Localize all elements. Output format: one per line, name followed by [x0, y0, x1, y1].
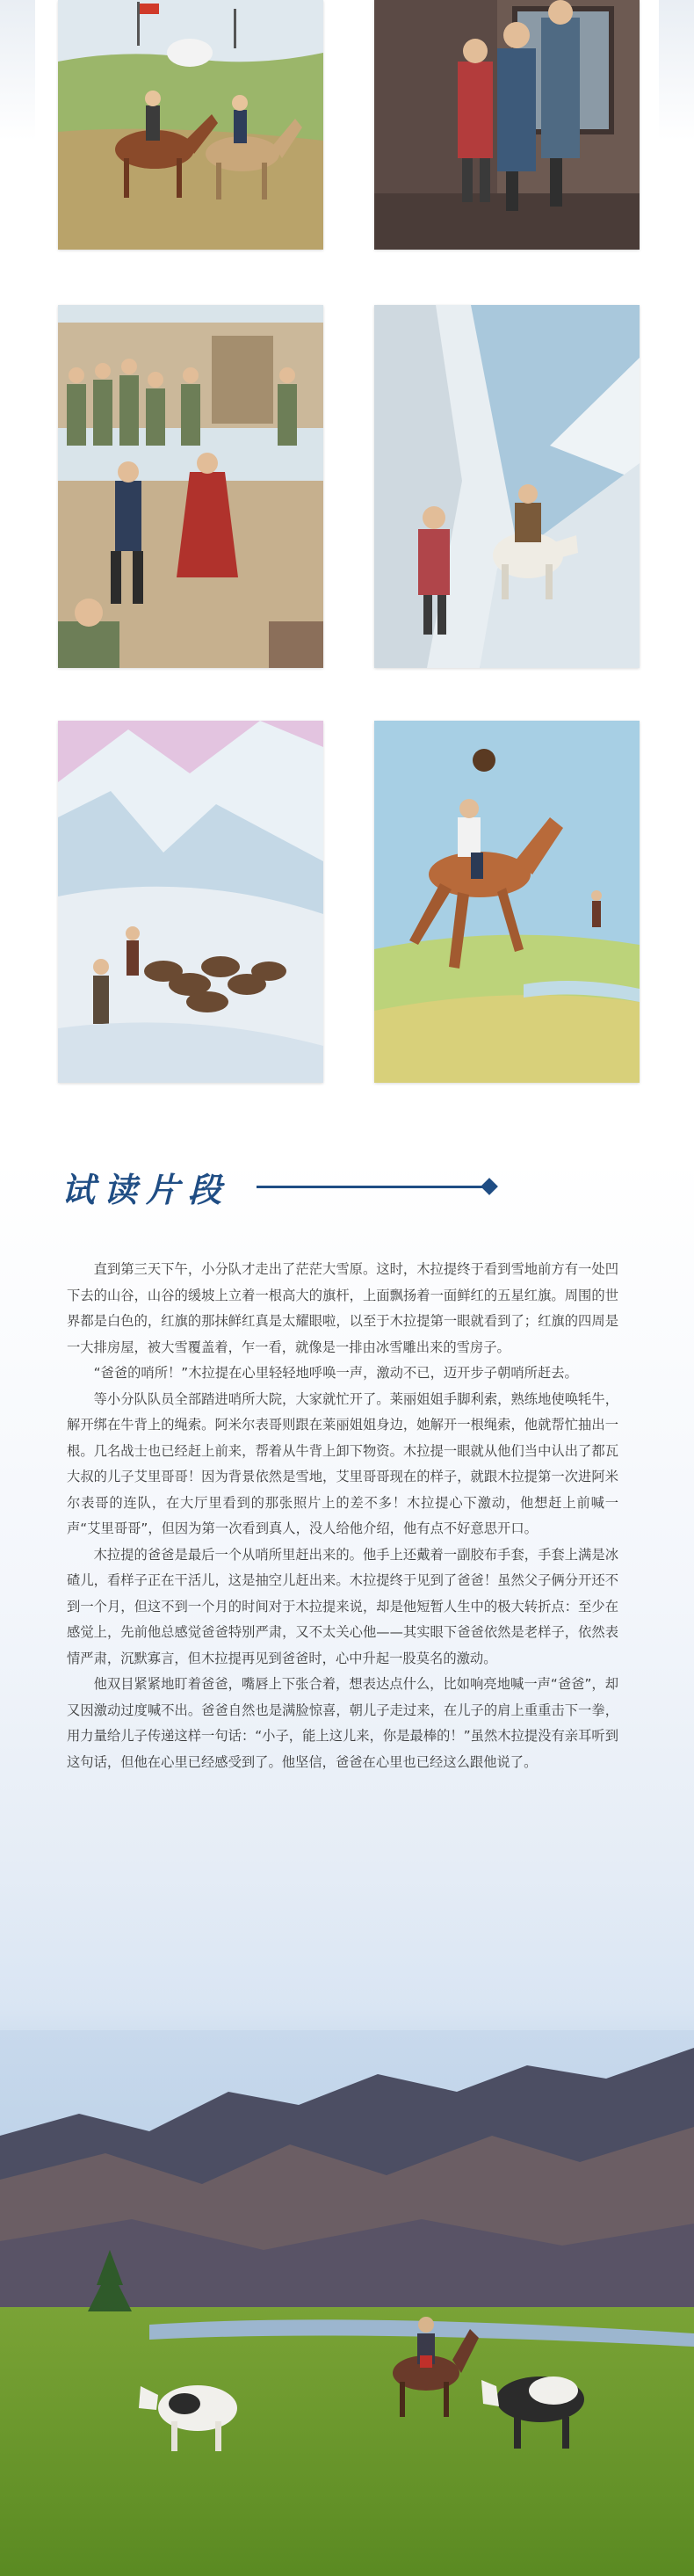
snow-valley-herd-illustration [58, 721, 323, 1083]
paragraph: 木拉提的爸爸是最后一个从哨所里赶出来的。他手上还戴着一副胶布手套，手套上满是冰碴儿，看样子正在干活儿，这是抽空儿赶出来。木拉提终于见到了爸爸！虽然父子俩分开还不到一个月，但这不到一个月的时间对于木拉提来说，却是他短暂人生中的极大转折点：至少在感觉上，先前他总感觉爸爸特别严肃，又不太关心他——其实眼下爸爸依然是老样子，依然表情严肃，沉默寡言，但木拉提再见到爸爸时，心中升起一股莫名的激动。 [67, 1546, 618, 1666]
heading-rule [257, 1186, 487, 1188]
section-heading [61, 1165, 448, 1208]
illustration-welcome-dance [58, 305, 323, 668]
paragraph: 直到第三天下午，小分队才走出了茫茫大雪原。这时，木拉提终于看到雪地前方有一处凹下去的山谷，山谷的缓坡上立着一根高大的旗杆，上面飘扬着一面鲜红的五星红旗。周围的世界都是白色的，红旗的那抹鲜红真是太耀眼啦，以至于木拉提第一眼就看到了；红旗的四周是一大排房屋，被大雪覆盖着，乍一看，就像是一排由冰雪雕出来的雪房子。 [67, 1261, 618, 1355]
illustration-yak-path [374, 305, 640, 668]
section-title: 试读片段 [61, 1169, 231, 1209]
horse-riders-grassland-illustration [58, 0, 323, 250]
boy-riding-horse-illustration [374, 721, 640, 1083]
welcome-dance-courtyard-illustration [58, 305, 323, 668]
right-edge-strip [659, 0, 694, 141]
paragraph: 他双目紧紧地盯着爸爸，嘴唇上下张合着，想表达点什么，比如响亮地喊一声“爸爸”，却又因激动过度喊不出。爸爸自然也是满脸惊喜，朝儿子走过来，在儿子的肩上重重击下一拳，用力量给儿子传递这样一句话：“小子，能上这儿来，你是最棒的！”虽然木拉提没有亲耳听到这句话，但他在心里已经感受到了。他坚信，爸爸在心里也已经这么跟他说了。 [67, 1676, 618, 1770]
illustration-boy-horse [374, 721, 640, 1083]
paragraph: “爸爸的哨所！”木拉提在心里轻轻地呼唤一声，激动不已，迈开步子朝哨所赶去。 [93, 1365, 578, 1381]
left-edge-strip [0, 0, 35, 141]
mountain-grassland-yaks-rider-photo [0, 2030, 694, 2576]
diamond-icon [481, 1178, 498, 1195]
illustration-snow-valley [58, 721, 323, 1083]
illustration-window-scene [374, 0, 640, 250]
yak-mountain-path-illustration [374, 305, 640, 668]
illustration-horse-riders [58, 0, 323, 250]
excerpt-text [67, 1257, 618, 1775]
landscape-photo [0, 2030, 694, 2576]
people-at-window-illustration [374, 0, 640, 250]
paragraph: 等小分队队员全部踏进哨所大院，大家就忙开了。莱丽姐姐手脚利索，熟练地使唤牦牛，解开绑在牛背上的绳索。阿米尔表哥则跟在莱丽姐姐身边，她解开一根绳索，他就帮忙抽出一根。几名战士也已经赶上前来，帮着从牛背上卸下物资。木拉提一眼就从他们当中认出了都瓦大叔的儿子艾里哥哥！因为背景依然是雪地，艾里哥哥现在的样子，就跟木拉提第一次进阿米尔表哥的连队，在大厅里看到的那张照片上的差不多！木拉提心下激动，他想赶上前喊一声“艾里哥哥”，但因为第一次看到真人，没人给他介绍，他有点不好意思开口。 [67, 1390, 618, 1536]
